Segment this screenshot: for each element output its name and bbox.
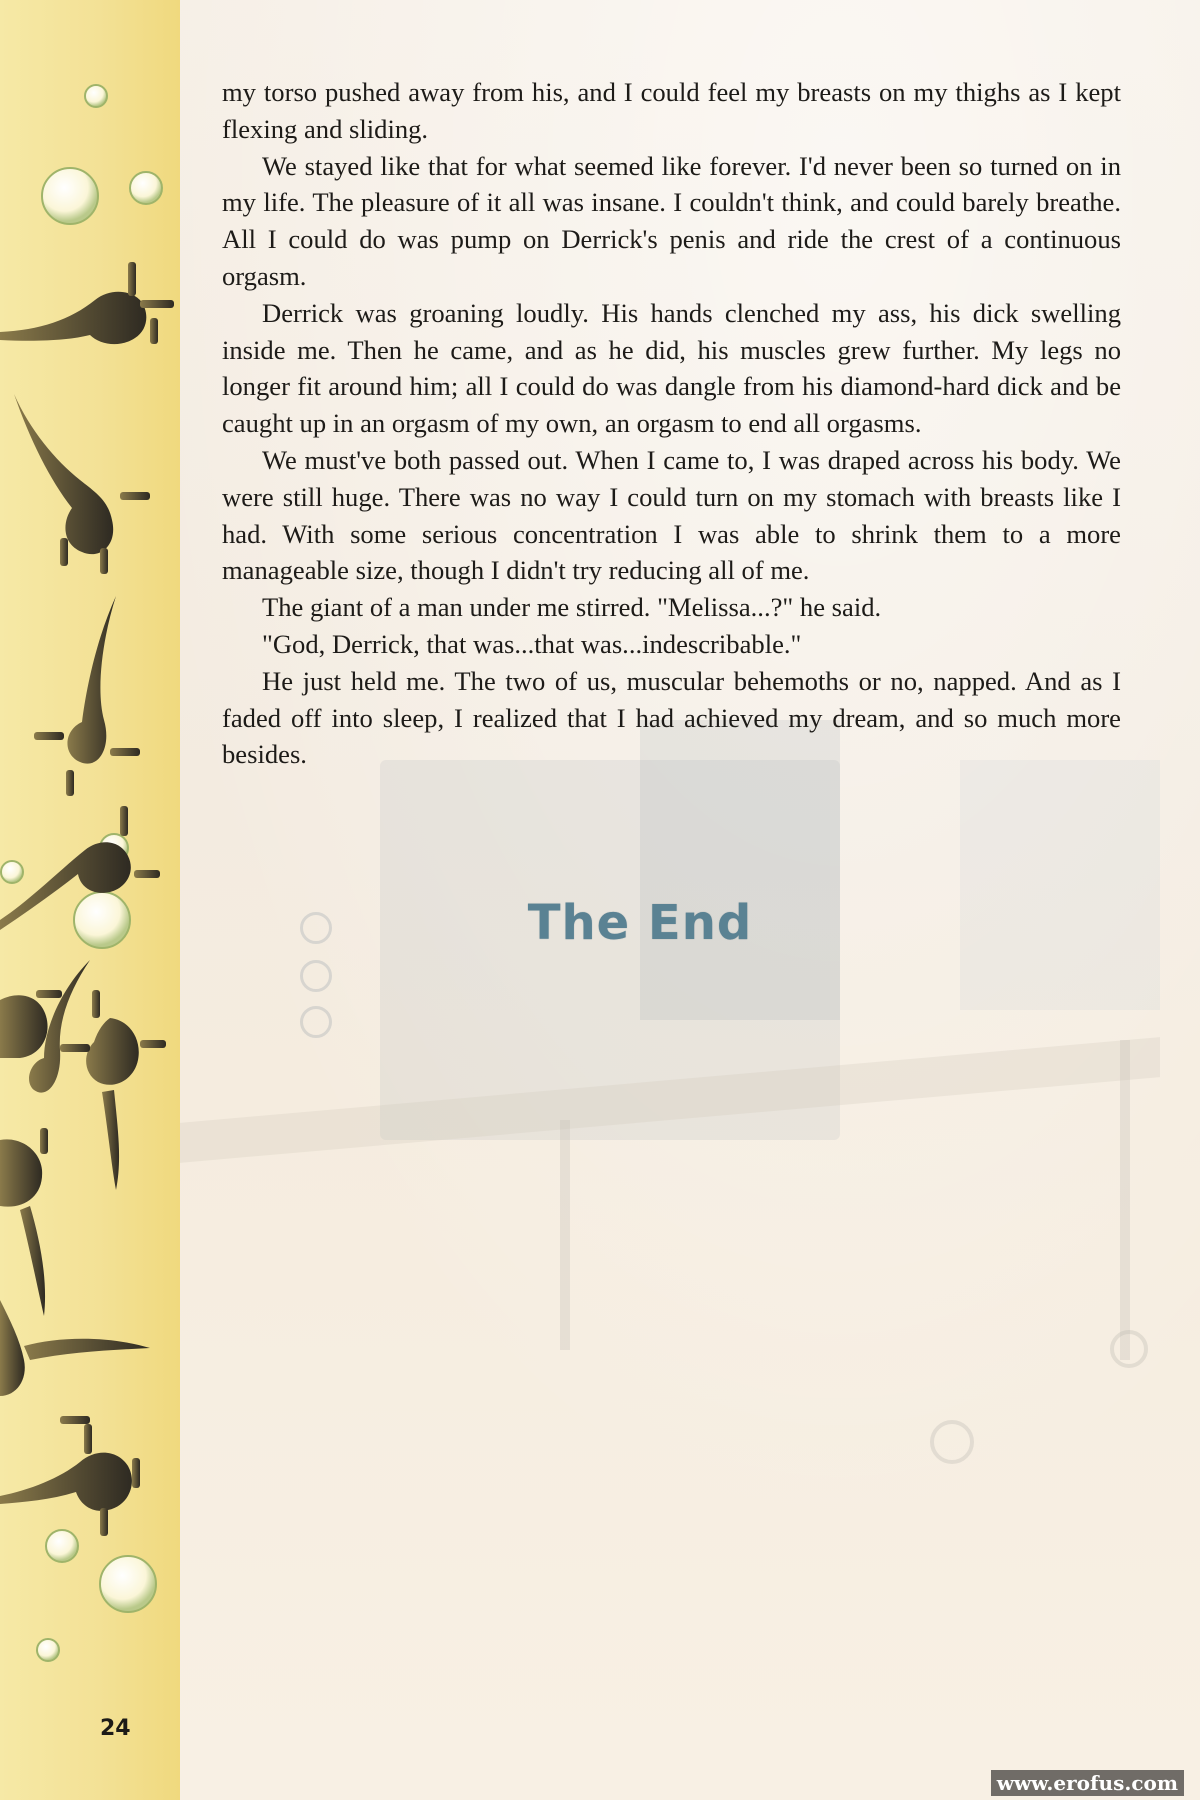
lizard-silhouette-icon	[34, 596, 140, 796]
story-paragraph: Derrick was groaning loudly. His hands clenched my ass, his dick swelling inside me. Then he came, and as he did, his muscles grew further. My legs no longer fit around him; all I could do was dangle from his diamond-hard dick and be caught up in an orgasm of my own, an orgasm to end all orgasms.	[222, 297, 1121, 439]
lizard-silhouette-icon	[0, 1416, 140, 1536]
bubble-icon	[100, 1556, 156, 1612]
story-text-block	[222, 74, 1121, 773]
bubble-icon	[1, 861, 23, 883]
lizard-silhouette-icon	[60, 990, 166, 1190]
lizard-silhouette-icon	[0, 262, 174, 344]
lizard-silhouette-icon	[0, 1128, 48, 1316]
lizard-silhouette-icon	[0, 1300, 150, 1396]
page-number: 24	[100, 1716, 131, 1741]
story-paragraph: The giant of a man under me stirred. "Melissa...?" he said.	[262, 592, 882, 623]
background-cart-wheel	[930, 1420, 974, 1464]
story-paragraph: my torso pushed away from his, and I could feel my breasts on my thighs as I kept flexing and sliding.	[222, 77, 1121, 144]
story-paragraph: "God, Derrick, that was...that was...indescribable."	[262, 628, 802, 659]
background-monitor	[960, 760, 1160, 1010]
the-end-heading: The End	[527, 895, 753, 951]
bubble-icon	[42, 168, 98, 224]
background-dial	[300, 1006, 332, 1038]
background-bench-leg	[1120, 1040, 1130, 1360]
bubble-icon	[37, 1639, 59, 1661]
story-paragraph: We stayed like that for what seemed like forever. I'd never been so turned on in my life. The pleasure of it all was insane. I couldn't think, and could barely breathe. All I could do was pump on Derrick's penis and ride the crest of a continuous orgasm.	[222, 150, 1121, 291]
background-dial	[300, 960, 332, 992]
bubble-icon	[85, 85, 107, 107]
story-paragraph: He just held me. The two of us, muscular behemoths or no, napped. And as I faded off into sleep, I realized that I had achieved my dream, and so much more besides.	[222, 665, 1121, 770]
bubble-icon	[130, 172, 162, 204]
story-paragraph: We must've both passed out. When I came to, I was draped across his body. We were still huge. There was no way I could turn on my stomach with breasts like I had. With some serious concentration I was able to shrink them to a more manageable size, though I didn't try reducing all of me.	[222, 444, 1121, 586]
background-cart-wheel	[1110, 1330, 1148, 1368]
watermark-text: www.erofus.com	[991, 1770, 1184, 1796]
lizard-silhouette-icon	[0, 960, 90, 1093]
background-bench-leg	[560, 1120, 570, 1350]
lizard-silhouette-icon	[14, 394, 150, 574]
bubble-icon	[46, 1530, 78, 1562]
